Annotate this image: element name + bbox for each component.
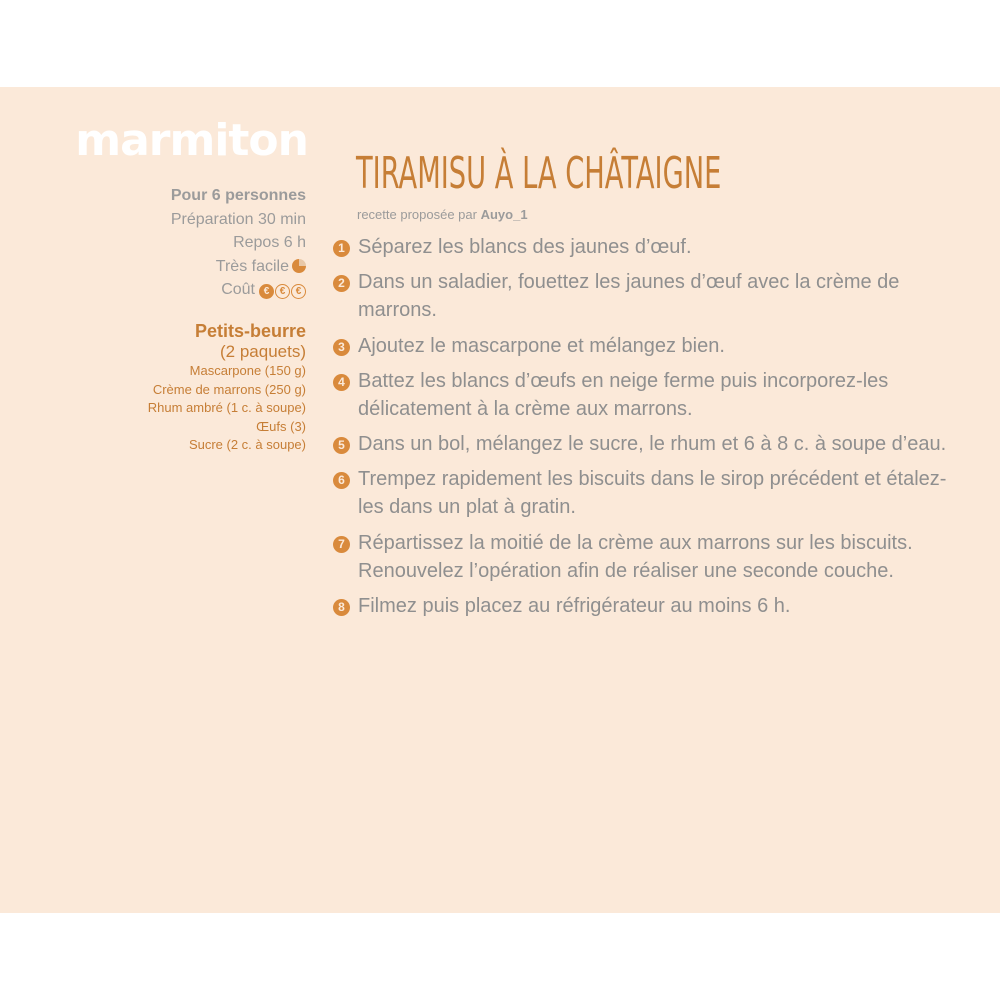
ingredient-item: Œufs (3) (256, 418, 306, 434)
ingredient-item: Rhum ambré (1 c. à soupe) (147, 400, 306, 416)
cost-label: Coût (221, 281, 255, 298)
step-number-icon: 3 (333, 339, 350, 356)
step-number-icon: 2 (333, 275, 350, 292)
step-text: Répartissez la moitié de la crème aux marrons sur les biscuits. Renouvelez l’opération afin de réaliser une seconde couche. (358, 531, 913, 582)
author-prefix: recette proposée par (357, 207, 477, 222)
step-number-icon: 7 (333, 536, 350, 553)
step-item (333, 367, 953, 423)
euro-icon: € (275, 284, 290, 299)
step-item (333, 465, 953, 521)
main-ingredient-name: Petits-beurre (194, 321, 306, 341)
step-text: Battez les blancs d’œufs en neige ferme puis incorporez-les délicatement à la crème aux marrons. (358, 369, 889, 420)
step-item (333, 268, 953, 324)
author-name: Auyo_1 (480, 207, 528, 222)
euro-icon: € (291, 284, 306, 299)
difficulty-row (46, 255, 306, 279)
euro-icon: € (259, 284, 274, 299)
difficulty-label: Très facile (215, 257, 289, 275)
recipe-meta (46, 184, 306, 302)
step-number-icon: 5 (333, 437, 350, 454)
step-text: Séparez les blancs des jaunes d’œuf. (358, 236, 692, 258)
step-number-icon: 1 (333, 240, 350, 257)
recipe-title: TIRAMISU À LA CHÂTAIGNE (356, 148, 722, 199)
ingredient-item: Sucre (2 c. à soupe) (188, 437, 306, 453)
step-item (333, 430, 953, 458)
difficulty-icon (292, 259, 306, 273)
step-text: Dans un bol, mélangez le sucre, le rhum et 6 à 8 c. à soupe d’eau. (358, 433, 947, 456)
step-item (333, 233, 953, 261)
recipe-steps (333, 233, 953, 627)
step-text: Filmez puis placez au réfrigérateur au moins 6 h. (358, 595, 791, 618)
ingredient-item: Crème de marrons (250 g) (152, 381, 306, 397)
recipe-author (357, 205, 528, 225)
step-item (333, 332, 953, 360)
step-number-icon: 4 (333, 374, 350, 391)
step-text: Ajoutez le mascarpone et mélangez bien. (358, 334, 725, 357)
step-item (333, 592, 953, 620)
rest-time: Repos 6 h (233, 234, 306, 251)
cost-row (46, 278, 306, 302)
preparation-time: Préparation 30 min (170, 210, 306, 228)
step-number-icon: 8 (333, 599, 350, 616)
step-text: Dans un saladier, fouettez les jaunes d’œuf avec la crème de marrons. (358, 271, 900, 322)
step-item (333, 529, 953, 585)
step-text: Trempez rapidement les biscuits dans le sirop précédent et étalez-les dans un plat à gratin. (358, 468, 947, 519)
step-number-icon: 6 (333, 472, 350, 489)
servings: Pour 6 personnes (170, 187, 306, 204)
main-ingredient-qty: (2 paquets) (220, 342, 306, 361)
cost-icons (258, 281, 306, 298)
marmiton-logo: marmiton (75, 115, 308, 166)
ingredient-item: Mascarpone (150 g) (189, 363, 306, 378)
ingredients-list (46, 320, 306, 455)
